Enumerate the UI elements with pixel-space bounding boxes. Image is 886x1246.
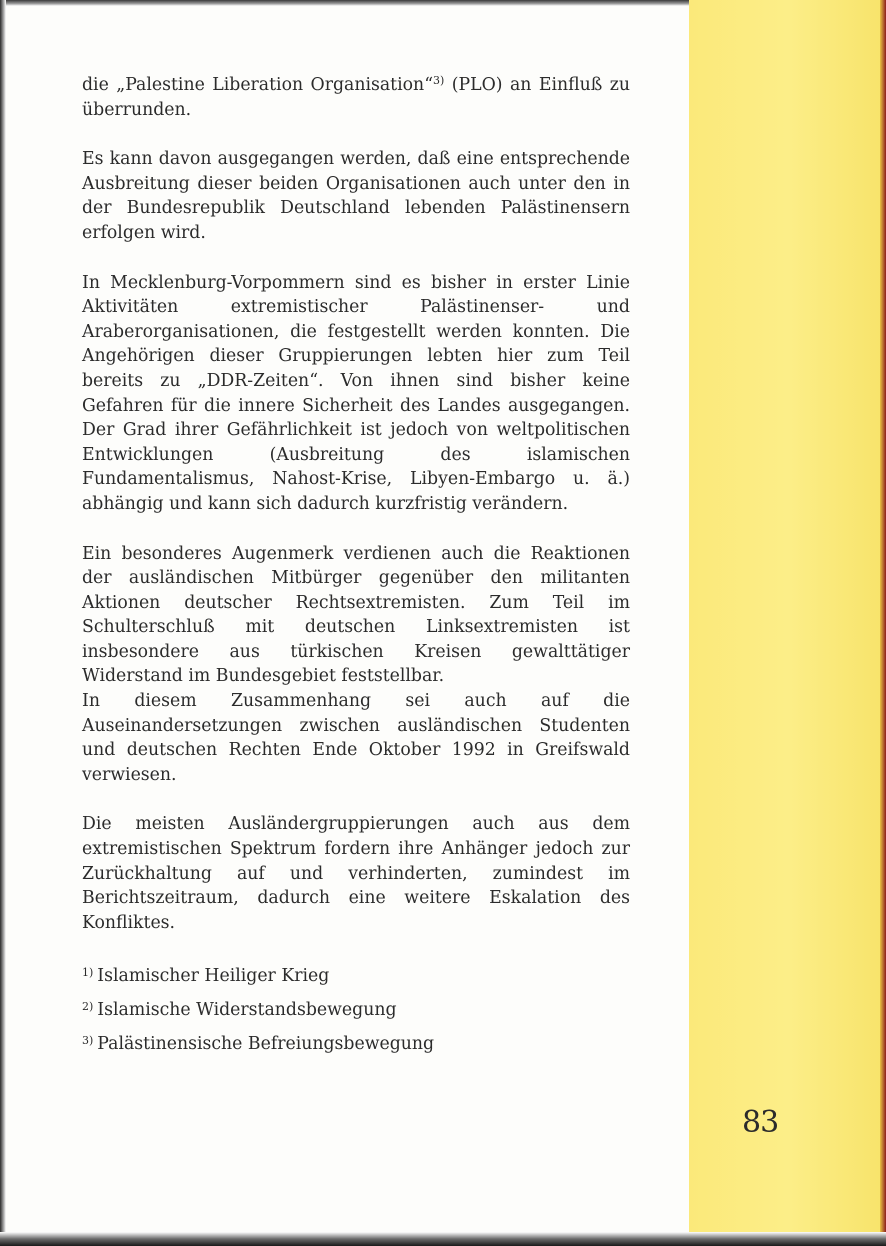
paragraph-plo xyxy=(82,69,630,122)
footnote-marker-3: 3) xyxy=(82,1034,94,1047)
footnote-marker-1: 1) xyxy=(82,966,94,979)
margin-bar-edge xyxy=(880,0,886,1246)
paragraph-plo-end: (PLO) an Einfluß zu überrunden. xyxy=(82,75,630,120)
page-bottom-edge xyxy=(0,1232,886,1246)
page-number: 83 xyxy=(742,1105,779,1140)
footnote-2 xyxy=(82,992,582,1026)
paragraph-plo-start: die „Palestine Liberation Organisation“ xyxy=(82,75,434,95)
page-left-edge xyxy=(0,0,6,1246)
footnote-text-2: Islamische Widerstandsbewegung xyxy=(97,1000,397,1020)
footnote-text-3: Palästinensische Befreiungsbewegung xyxy=(97,1034,435,1054)
footnote-1 xyxy=(82,958,582,992)
yellow-margin-bar xyxy=(689,0,886,1246)
footnote-marker-2: 2) xyxy=(82,1000,94,1013)
footnotes xyxy=(82,958,582,1060)
paragraph-mecklenburg: In Mecklenburg-Vorpommern sind es bisher in erster Linie Aktivitäten extremistischer Palästinenser- und Araberorganisationen, die festgestellt werden konnten. Die Angehörigen dieser Gruppierungen lebten hier zum Teil bereits zu „DDR-Zeiten“. Von ihnen sind bisher keine Gefahren für die innere Sicherheit des Landes ausgegangen. Der Grad ihrer Gefährlichkeit ist jedoch von weltpolitischen Entwicklungen (Ausbreitung des islamischen Fundamentalismus, Nahost-Krise, Libyen-Embargo u. ä.) abhängig und kann sich dadurch kurzfristig verändern. xyxy=(82,272,630,514)
footnote-text-1: Islamischer Heiliger Krieg xyxy=(97,966,330,986)
paragraph-ausbreitung: Es kann davon ausgegangen werden, daß eine entsprechende Ausbreitung dieser beiden Organisationen auch unter den in der Bundesrepublik Deutschland lebenden Palästinensern erfolgen wird. xyxy=(82,149,630,243)
footnote-ref-3: 3) xyxy=(433,74,445,87)
paragraph-eskalation: Die meisten Ausländergruppierungen auch aus dem extremistischen Spektrum fordern ihre Anhänger jedoch zur Zurückhaltung auf und verhinderten, zumindest im Berichtszeitraum, dadurch eine weitere Eskalation des Konfliktes. xyxy=(82,814,630,933)
paragraph-greifswald: In diesem Zusammenhang sei auch auf die Auseinandersetzungen zwischen ausländischen Studenten und deutschen Rechten Ende Oktober 1992 in Greifswald verwiesen. xyxy=(82,691,630,785)
footnote-3 xyxy=(82,1026,582,1060)
paragraph-augenmerk: Ein besonderes Augenmerk verdienen auch die Reaktionen der ausländischen Mitbürger gegenüber den militanten Aktionen deutscher Rechtsextremisten. Zum Teil im Schulterschluß mit deutschen Linksextremisten ist insbesondere aus türkischen Kreisen gewalttätiger Widerstand im Bundesgebiet feststellbar. xyxy=(82,543,630,687)
body-text xyxy=(82,69,630,960)
